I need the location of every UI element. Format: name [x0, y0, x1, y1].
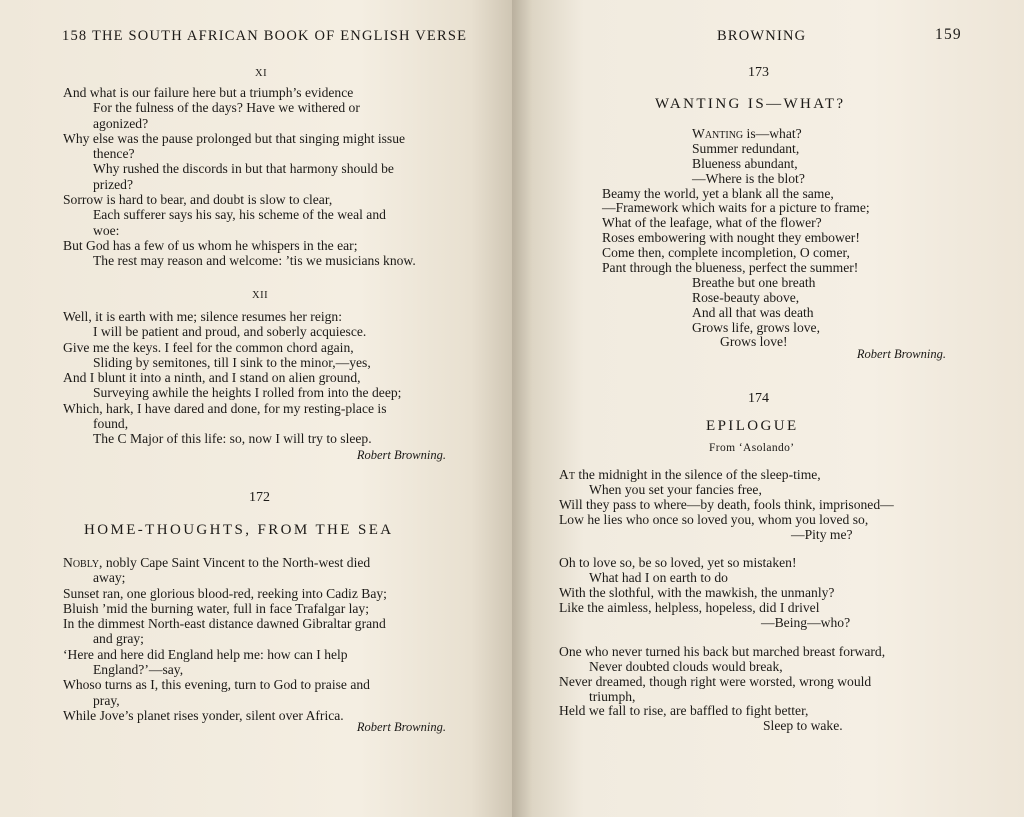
poem-line: The C Major of this life: so, now I will try to sleep. [93, 431, 372, 447]
right-page [512, 0, 1024, 817]
poem-line: Why else was the pause prolonged but that singing might issue [63, 130, 406, 146]
poem-172-title: HOME-THOUGHTS, FROM THE SEA [84, 522, 394, 538]
poem-line: Will they pass to where—by death, fools think, imprisoned— [559, 496, 894, 512]
poem-line: While Jove’s planet rises yonder, silent over Africa. [63, 707, 344, 723]
poem-line: Held we fall to rise, are baffled to fight better, [559, 703, 809, 719]
poem-line: and gray; [93, 631, 144, 647]
poem-line: For the fulness of the days? Have we withered or [93, 100, 360, 116]
poem-line: Come then, complete incompletion, O comer, [602, 245, 850, 261]
poem-line: Beamy the world, yet a blank all the same, [602, 185, 834, 201]
poem-line: Grows life, grows love, [692, 319, 820, 335]
poem-line: Grows love! [720, 334, 788, 350]
poem-174-number: 174 [748, 391, 769, 406]
poem-line: woe: [93, 222, 120, 238]
poem-174-body [559, 468, 894, 734]
poem-line: Low he lies who once so loved you, whom you loved so, [559, 511, 869, 527]
poem-line: Rose-beauty above, [692, 289, 800, 305]
poem-line: The rest may reason and welcome: ’tis we musicians know. [93, 253, 416, 269]
poem-line: Never dreamed, though right were worsted, wrong would [559, 673, 872, 689]
poem-line: Sliding by semitones, till I sink to the minor,—yes, [93, 354, 371, 370]
poem-line: ‘Here and here did England help me: how can I help [63, 646, 348, 662]
poem-173-title: WANTING IS—WHAT? [655, 96, 846, 112]
poem-line: Sleep to wake. [763, 718, 843, 734]
stanza-xii-numeral: XII [252, 290, 269, 301]
poem-line: Wanting is—what? [692, 126, 802, 141]
poem-line: Summer redundant, [692, 140, 800, 156]
poem-174-subtitle: From ‘Asolando’ [709, 442, 795, 454]
poem-line: I will be patient and proud, and soberly acquiesce. [93, 324, 367, 340]
poem-174-title: EPILOGUE [706, 418, 799, 434]
poem-line: Like the aimless, helpless, hopeless, did I drivel [559, 600, 820, 616]
poem-line: What had I on earth to do [589, 570, 728, 586]
left-page-header [62, 28, 467, 45]
right-running-title: BROWNING [717, 28, 807, 44]
poem-first-word: Nobly, [63, 555, 103, 570]
poem-line: Bluish ’mid the burning water, full in face Trafalgar lay; [63, 600, 369, 616]
poem-173-number: 173 [748, 65, 769, 80]
poem-line: In the dimmest North-east distance dawned Gibraltar grand [63, 616, 386, 632]
poem-line: pray, [93, 692, 120, 708]
right-page-number: 159 [935, 26, 962, 43]
poem-line: Never doubted clouds would break, [589, 658, 783, 674]
poem-line: One who never turned his back but marched breast forward, [559, 643, 886, 659]
poem-line: Nobly, nobly Cape Saint Vincent to the North-west died [63, 555, 371, 570]
poem-line: Why rushed the discords in but that harmony should be [93, 161, 394, 177]
poem-line: —Being—who? [761, 615, 851, 631]
stanza-xi [63, 85, 416, 269]
left-page-number: 158 [62, 28, 88, 44]
poem-line: away; [93, 570, 126, 586]
poem-line: When you set your fancies free, [589, 481, 762, 497]
poem-line: Roses embowering with nought they embower! [602, 230, 860, 246]
poem-line: Sorrow is hard to bear, and doubt is slow to clear, [63, 192, 333, 208]
poem-line: Surveying awhile the heights I rolled from into the deep; [93, 385, 402, 401]
attribution: Robert Browning. [356, 448, 446, 462]
poem-line: Well, it is earth with me; silence resumes her reign: [63, 309, 343, 324]
poem-line: Sunset ran, one glorious blood-red, reeking into Cadiz Bay; [63, 585, 387, 601]
poem-line: —Pity me? [791, 526, 853, 542]
poem-172-number: 172 [249, 490, 270, 505]
poem-172-body [63, 555, 387, 723]
poem-line: agonized? [93, 115, 149, 131]
poem-line: —Framework which waits for a picture to frame; [602, 200, 870, 216]
poem-line: prized? [93, 176, 133, 192]
poem-line: triumph, [589, 688, 636, 704]
left-running-title: THE SOUTH AFRICAN BOOK OF ENGLISH VERSE [91, 28, 468, 44]
stanza-xii [63, 309, 401, 447]
poem-line: At the midnight in the silence of the sleep-time, [559, 467, 821, 482]
attribution: Robert Browning. [356, 720, 446, 734]
poem-line: England?’—say, [93, 662, 184, 678]
poem-line: And all that was death [692, 304, 814, 320]
poem-line: Each sufferer says his say, his scheme of the weal and [93, 207, 386, 223]
poem-line: Whoso turns as I, this evening, turn to God to praise and [63, 677, 370, 693]
stanza-xi-numeral: XI [255, 68, 268, 79]
poem-line: found, [93, 416, 129, 432]
poem-line: And what is our failure here but a triumph’s evidence [63, 85, 354, 100]
poem-line: Oh to love so, be so loved, yet so mistaken! [559, 555, 797, 571]
poem-line: Which, hark, I have dared and done, for my resting-place is [63, 400, 387, 416]
poem-line: Blueness abundant, [692, 155, 798, 171]
poem-line: And I blunt it into a ninth, and I stand on alien ground, [63, 370, 361, 386]
poem-line: With the slothful, with the mawkish, the unmanly? [559, 585, 835, 601]
poem-line: What of the leafage, what of the flower? [602, 215, 822, 231]
poem-line: Breathe but one breath [692, 274, 816, 290]
poem-173-body [602, 127, 870, 350]
attribution: Robert Browning. [856, 347, 946, 361]
poem-line: thence? [93, 146, 135, 162]
poem-line: But God has a few of us whom he whispers in the ear; [63, 237, 358, 253]
poem-line: Give me the keys. I feel for the common chord again, [63, 339, 354, 355]
poem-line: —Where is the blot? [692, 170, 805, 186]
poem-line: Pant through the blueness, perfect the summer! [602, 260, 859, 276]
